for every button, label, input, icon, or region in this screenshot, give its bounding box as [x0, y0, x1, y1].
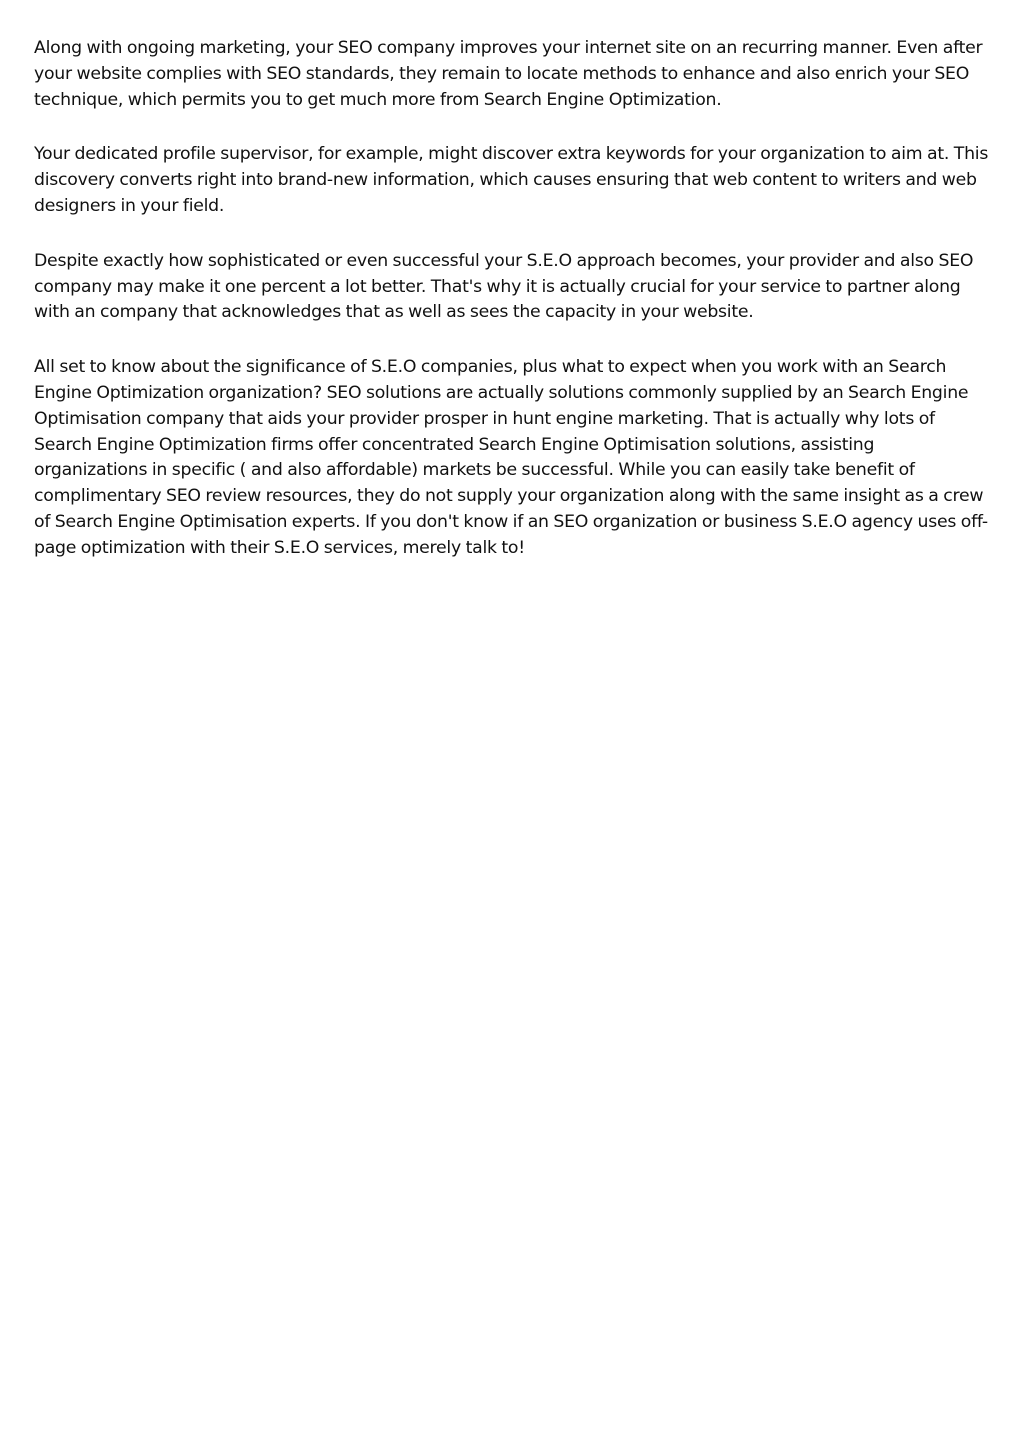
- paragraph-profile-supervisor: Your dedicated profile supervisor, for example, might discover extra keywords for your organization to aim at. This discovery converts right into brand-new information, which causes ensuring that web content to writers and web designers in your field.: [34, 144, 989, 216]
- paragraph-ongoing-marketing: Along with ongoing marketing, your SEO company improves your internet site on an recurring manner. Even after your website complies with SEO standards, they remain to locate methods to enhance and also enrich your SEO technique, which permits you to get much more from Search Engine Optimization.: [34, 38, 983, 110]
- document-body: [34, 36, 992, 591]
- paragraph-seo-companies: All set to know about the significance of S.E.O companies, plus what to expect when you work with an Search Engine Optimization organization? SEO solutions are actually solutions commonly supplied by an Search Engine Optimisation company that aids your provider prosper in hunt engine marketing. That is actually why lots of Search Engine Optimization firms offer concentrated Search Engine Optimisation solutions, assisting organizations in specific ( and also affordable) markets be successful. While you can easily take benefit of complimentary SEO review resources, they do not supply your organization along with the same insight as a crew of Search Engine Optimisation experts. If you don't know if an SEO organization or business S.E.O agency uses off-page optimization with their S.E.O services, merely talk to!: [34, 357, 988, 558]
- paragraph-seo-approach: Despite exactly how sophisticated or even successful your S.E.O approach becomes, your provider and also SEO company may make it one percent a lot better. That's why it is actually crucial for your service to partner along with an company that acknowledges that as well as sees the capacity in your website.: [34, 250, 974, 323]
